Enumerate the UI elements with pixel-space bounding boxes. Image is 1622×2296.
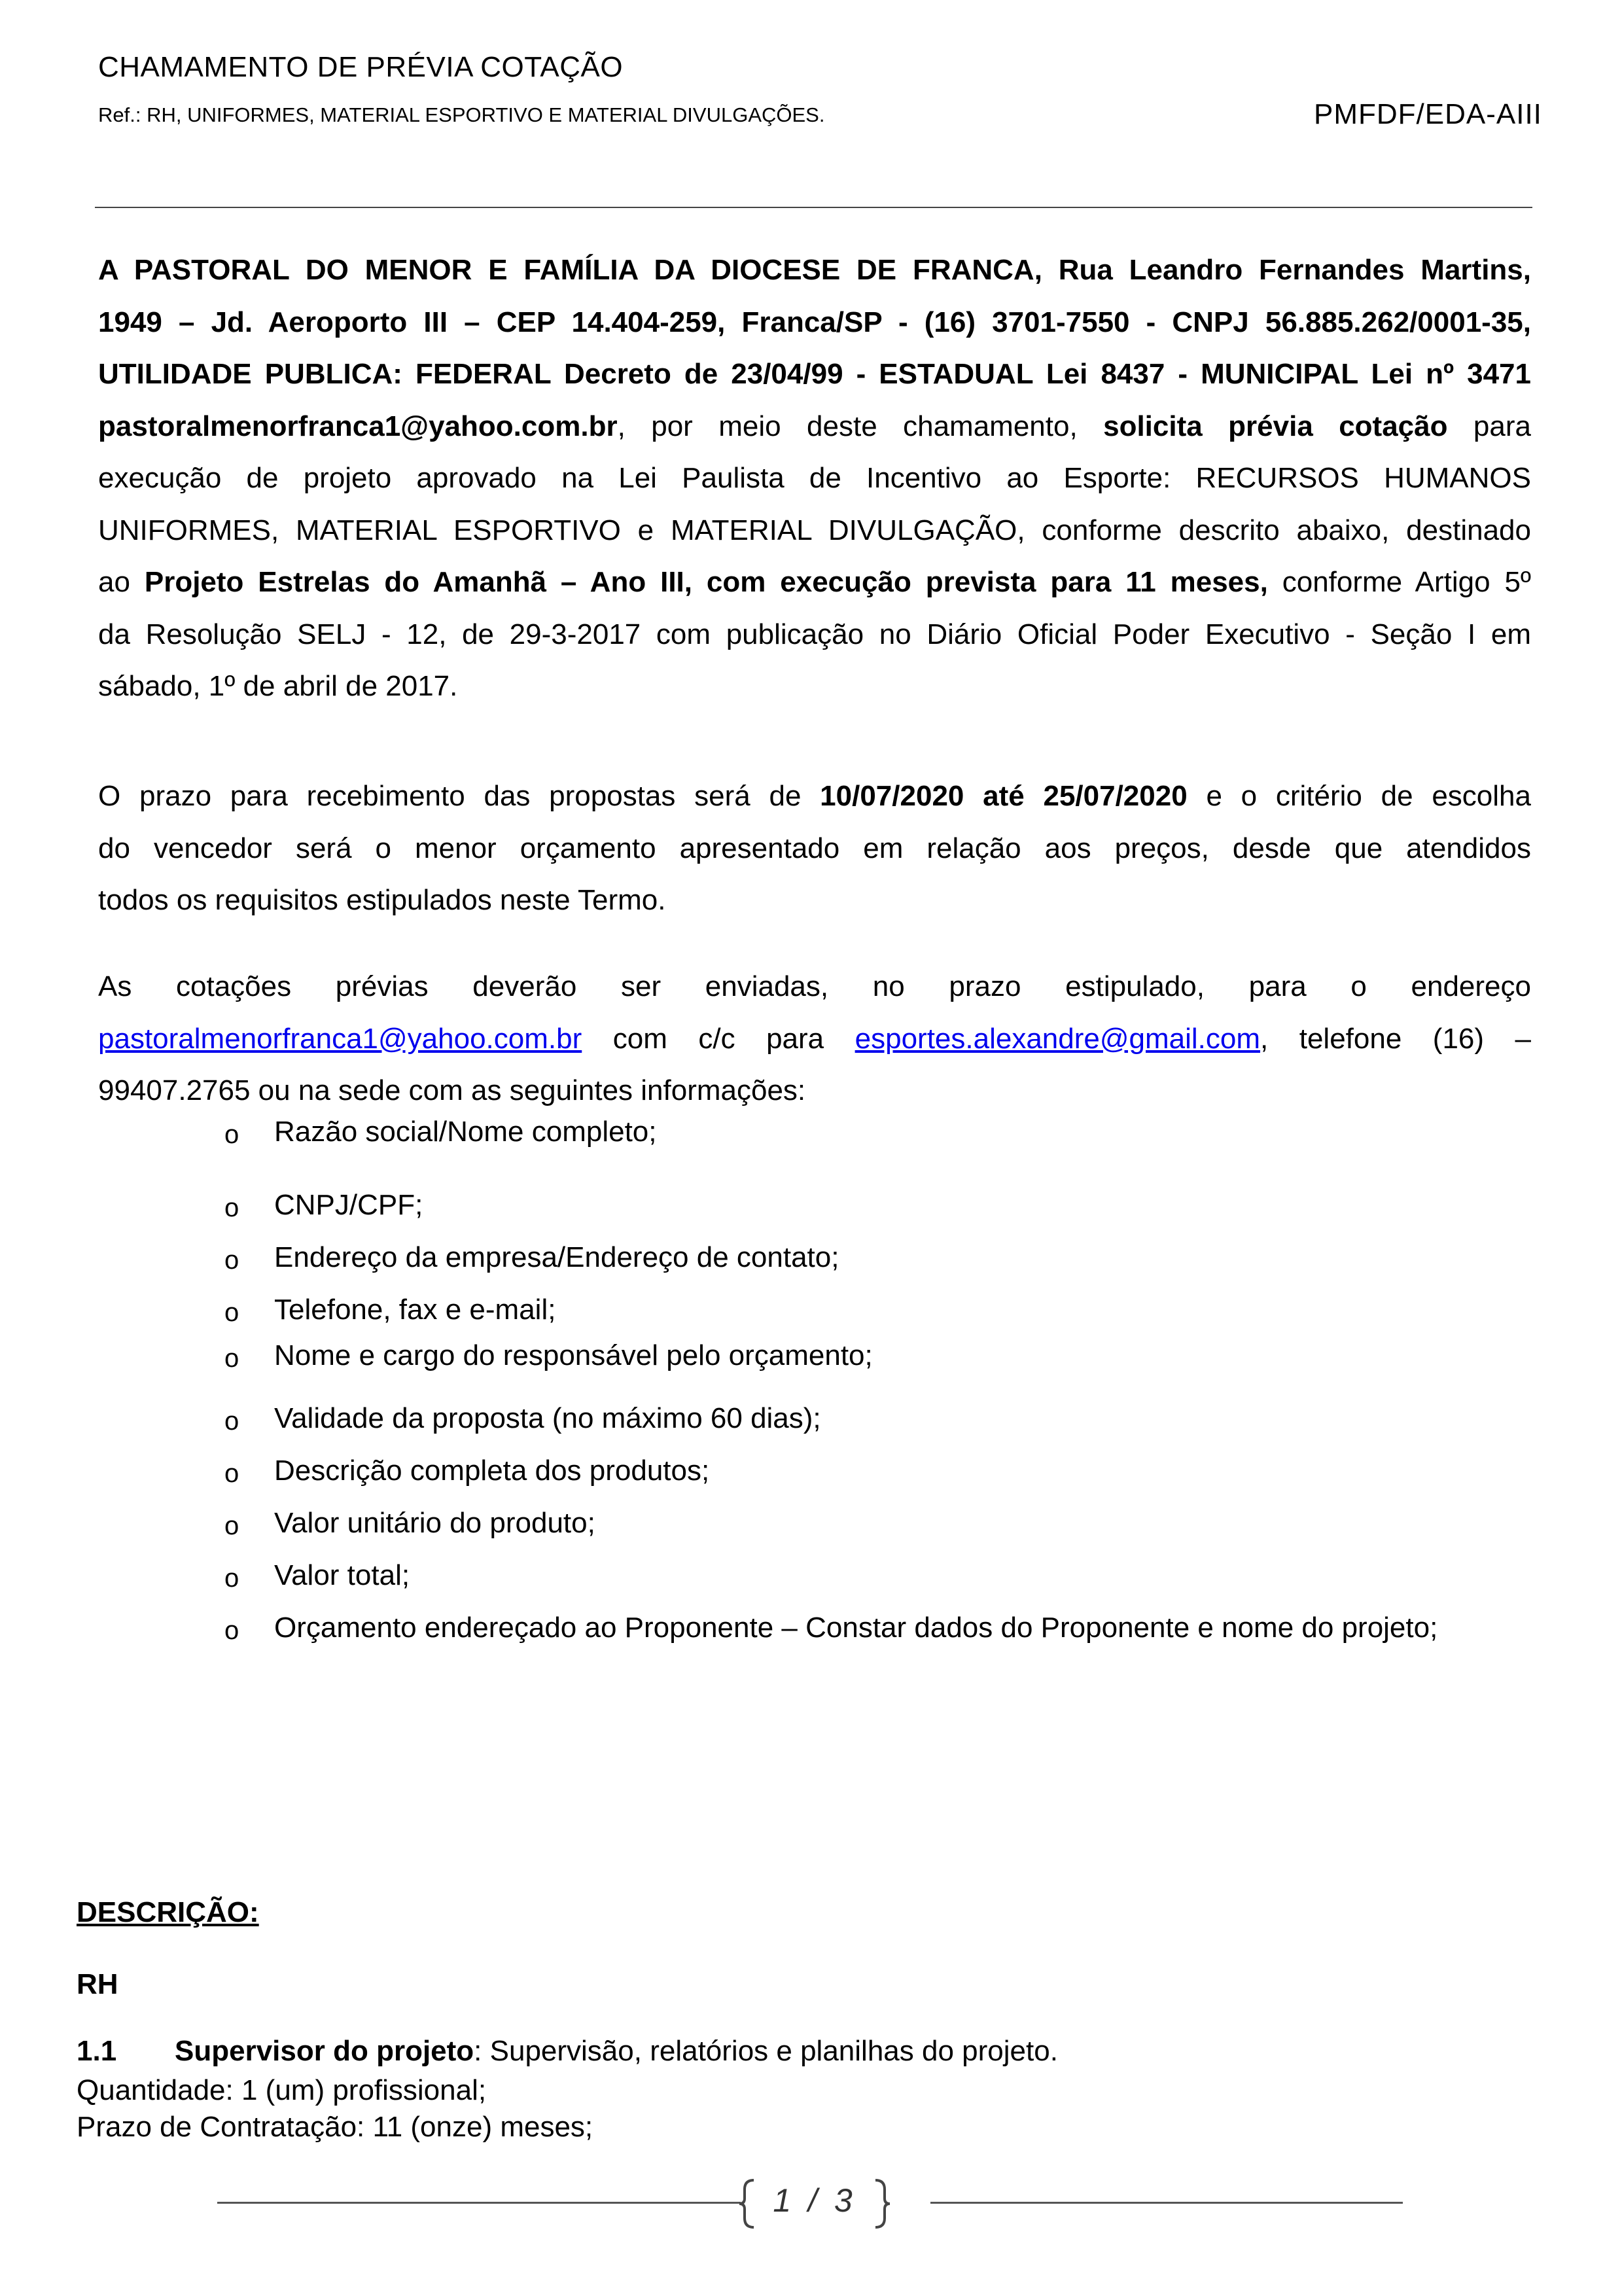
list-item-text: Validade da proposta (no máximo 60 dias);	[274, 1402, 821, 1434]
item-contract-term: Prazo de Contratação: 11 (onze) meses;	[77, 2111, 593, 2143]
description-heading: DESCRIÇÃO:	[77, 1896, 259, 1928]
document-code: PMFDF/EDA-AIII	[1314, 98, 1542, 130]
quotes-line-2-tail: , telefone (16) –	[1260, 1022, 1532, 1055]
intro-line-7-tail: conforme Artigo 5º	[1267, 566, 1531, 598]
email-link-esportes[interactable]: esportes.alexandre@gmail.com	[855, 1022, 1261, 1055]
item-description: : Supervisão, relatórios e planilhas do projeto.	[474, 2035, 1058, 2067]
quotes-line-2	[98, 1013, 1531, 1065]
list-item-text: Telefone, fax e e-mail;	[274, 1294, 556, 1326]
intro-line-3: UTILIDADE PUBLICA: FEDERAL Decreto de 23/04/99 - ESTADUAL Lei 8437 - MUNICIPAL Lei nº 3471	[98, 358, 1531, 390]
bullet-icon: o	[224, 1246, 239, 1275]
intro-line-2: 1949 – Jd. Aeroporto III – CEP 14.404-259, Franca/SP - (16) 3701-7550 - CNPJ 56.885.262/0001-35,	[98, 306, 1531, 338]
bullet-icon: o	[224, 1193, 239, 1222]
item-number: 1.1	[77, 2035, 117, 2067]
list-item-text: CNPJ/CPF;	[274, 1189, 423, 1221]
intro-line-9: sábado, 1º de abril de 2017.	[98, 670, 458, 702]
list-item-text: Nome e cargo do responsável pelo orçamento;	[274, 1339, 873, 1371]
intro-email: pastoralmenorfranca1@yahoo.com.br	[98, 410, 618, 442]
quotes-line-1: As cotações prévias deverão ser enviadas, no prazo estipulado, para o endereço	[98, 970, 1531, 1002]
page-number	[739, 2178, 890, 2230]
deadline-line-1	[98, 770, 1531, 822]
email-link-pastoral[interactable]: pastoralmenorfranca1@yahoo.com.br	[98, 1022, 582, 1055]
list-item-text: Valor total;	[274, 1559, 410, 1591]
document-title: CHAMAMENTO DE PRÉVIA COTAÇÃO	[98, 51, 624, 83]
intro-line-4-text: , por meio deste chamamento,	[617, 410, 1104, 442]
intro-line-5: execução de projeto aprovado na Lei Paulista de Incentivo ao Esporte: RECURSOS HUMANOS	[98, 462, 1531, 494]
bullet-icon: o	[224, 1120, 239, 1149]
deadline-dates: 10/07/2020 até 25/07/2020	[820, 780, 1188, 812]
section-heading-rh: RH	[77, 1968, 118, 2000]
footer-rule-left	[217, 2202, 741, 2204]
intro-line-7-pre: ao	[98, 566, 145, 598]
bullet-icon: o	[224, 1511, 239, 1540]
footer-rule-right	[930, 2202, 1403, 2204]
bullet-icon: o	[224, 1298, 239, 1327]
header-divider	[95, 207, 1532, 208]
bullet-icon: o	[224, 1564, 239, 1593]
intro-paragraph	[98, 244, 1531, 713]
list-item-text: Razão social/Nome completo;	[274, 1116, 657, 1148]
document-reference: Ref.: RH, UNIFORMES, MATERIAL ESPORTIVO E MATERIAL DIVULGAÇÕES.	[98, 103, 825, 126]
quotes-line-3: 99407.2765 ou na sede com as seguintes informações:	[98, 1074, 806, 1106]
item-quantity: Quantidade: 1 (um) profissional;	[77, 2074, 487, 2106]
intro-line-7	[98, 556, 1531, 609]
deadline-line-1-tail: e o critério de escolha	[1187, 780, 1531, 812]
intro-solicita: solicita prévia cotação	[1103, 410, 1448, 442]
intro-line-8: da Resolução SELJ - 12, de 29-3-2017 com publicação no Diário Oficial Poder Executivo - Seção I em	[98, 618, 1531, 650]
quotes-line-2-mid: com c/c para	[582, 1022, 855, 1055]
list-item-text: Endereço da empresa/Endereço de contato;	[274, 1241, 839, 1273]
intro-line-4	[98, 400, 1531, 453]
deadline-line-2: do vencedor será o menor orçamento apresentado em relação aos preços, desde que atendidos	[98, 832, 1531, 864]
item-title: Supervisor do projeto	[175, 2035, 474, 2067]
bullet-icon: o	[224, 1459, 239, 1488]
deadline-paragraph	[98, 770, 1531, 927]
list-item-text: Orçamento endereçado ao Proponente – Constar dados do Proponente e nome do projeto;	[274, 1612, 1438, 1644]
intro-line-6: UNIFORMES, MATERIAL ESPORTIVO e MATERIAL DIVULGAÇÃO, conforme descrito abaixo, destinado	[98, 514, 1531, 546]
deadline-line-1-pre: O prazo para recebimento das propostas será de	[98, 780, 820, 812]
bullet-icon: o	[224, 1407, 239, 1436]
quotes-paragraph	[98, 961, 1531, 1117]
bullet-icon: o	[224, 1616, 239, 1645]
list-item-text: Descrição completa dos produtos;	[274, 1455, 710, 1487]
deadline-line-3: todos os requisitos estipulados neste Termo.	[98, 884, 666, 916]
intro-line-1: A PASTORAL DO MENOR E FAMÍLIA DA DIOCESE DE FRANCA, Rua Leandro Fernandes Martins,	[98, 254, 1531, 286]
bullet-icon: o	[224, 1344, 239, 1373]
page-number-text: 1 / 3	[773, 2182, 856, 2219]
intro-line-4-tail: para	[1447, 410, 1531, 442]
item-1-1	[77, 2035, 1058, 2068]
list-item-text: Valor unitário do produto;	[274, 1507, 595, 1539]
intro-project-name: Projeto Estrelas do Amanhã – Ano III, com execução prevista para 11 meses,	[144, 566, 1268, 598]
